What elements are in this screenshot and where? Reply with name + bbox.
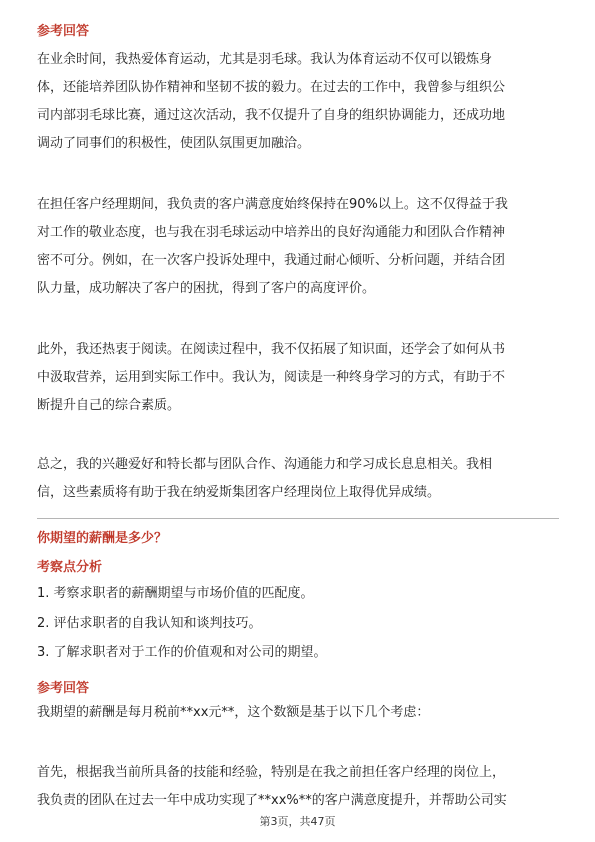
answer-paragraph-2 [37,191,559,303]
paragraph-line: 在业余时间，我热爱体育运动，尤其是羽毛球。我认为体育运动不仅可以锻炼身 [37,52,493,67]
paragraph-line: 信，这些素质将有助于我在纳爱斯集团客户经理岗位上取得优异成绩。 [37,485,441,500]
question-title: 你期望的薪酬是多少？ [37,531,168,546]
analysis-item: 1. 考察求职者的薪酬期望与市场价值的匹配度。 [37,586,314,601]
paragraph-line: 密不可分。例如，在一次客户投诉处理中，我通过耐心倾听、分析问题，并结合团 [37,253,506,268]
page-number-footer: 第3页，共47页 [259,815,336,828]
paragraph-line: 此外，我还热衷于阅读。在阅读过程中，我不仅拓展了知识面，还学会了如何从书 [37,342,506,357]
analysis-item: 2. 评估求职者的自我认知和谈判技巧。 [37,616,262,631]
reference-answer-heading-2: 参考回答 [37,681,90,696]
paragraph-line: 中汲取营养，运用到实际工作中。我认为，阅读是一种终身学习的方式，有助于不 [37,370,506,385]
paragraph-line: 司内部羽毛球比赛，通过这次活动，我不仅提升了自身的组织协调能力，还成功地 [37,108,506,123]
answer-paragraph-3 [37,336,559,420]
paragraph-line: 在担任客户经理期间，我负责的客户满意度始终保持在90%以上。这不仅得益于我 [37,197,508,212]
paragraph-line: 我负责的团队在过去一年中成功实现了**xx%**的客户满意度提升，并帮助公司实 [37,793,507,808]
answer-paragraph-1 [37,46,559,158]
answer-paragraph-5 [37,759,559,815]
paragraph-line: 队力量，成功解决了客户的困扰，得到了客户的高度评价。 [37,281,376,296]
paragraph-line: 首先，根据我当前所具备的技能和经验，特别是在我之前担任客户经理的岗位上， [37,765,506,780]
paragraph-line: 对工作的敬业态度，也与我在羽毛球运动中培养出的良好沟通能力和团队合作精神 [37,225,506,240]
paragraph-line: 体，还能培养团队协作精神和坚韧不拔的毅力。在过去的工作中，我曾参与组织公 [37,80,506,95]
paragraph-line: 断提升自己的综合素质。 [37,398,181,413]
paragraph-line: 总之，我的兴趣爱好和特长都与团队合作、沟通能力和学习成长息息相关。我相 [37,457,493,472]
paragraph-line: 调动了同事们的积极性，使团队氛围更加融洽。 [37,136,311,151]
answer-paragraph-4 [37,451,559,507]
section-divider [37,518,559,519]
answer-intro: 我期望的薪酬是每月税前**xx元**，这个数额是基于以下几个考虑： [37,705,430,720]
analysis-item: 3. 了解求职者对于工作的价值观和对公司的期望。 [37,645,327,660]
analysis-heading: 考察点分析 [37,560,103,575]
reference-answer-heading: 参考回答 [37,24,90,39]
